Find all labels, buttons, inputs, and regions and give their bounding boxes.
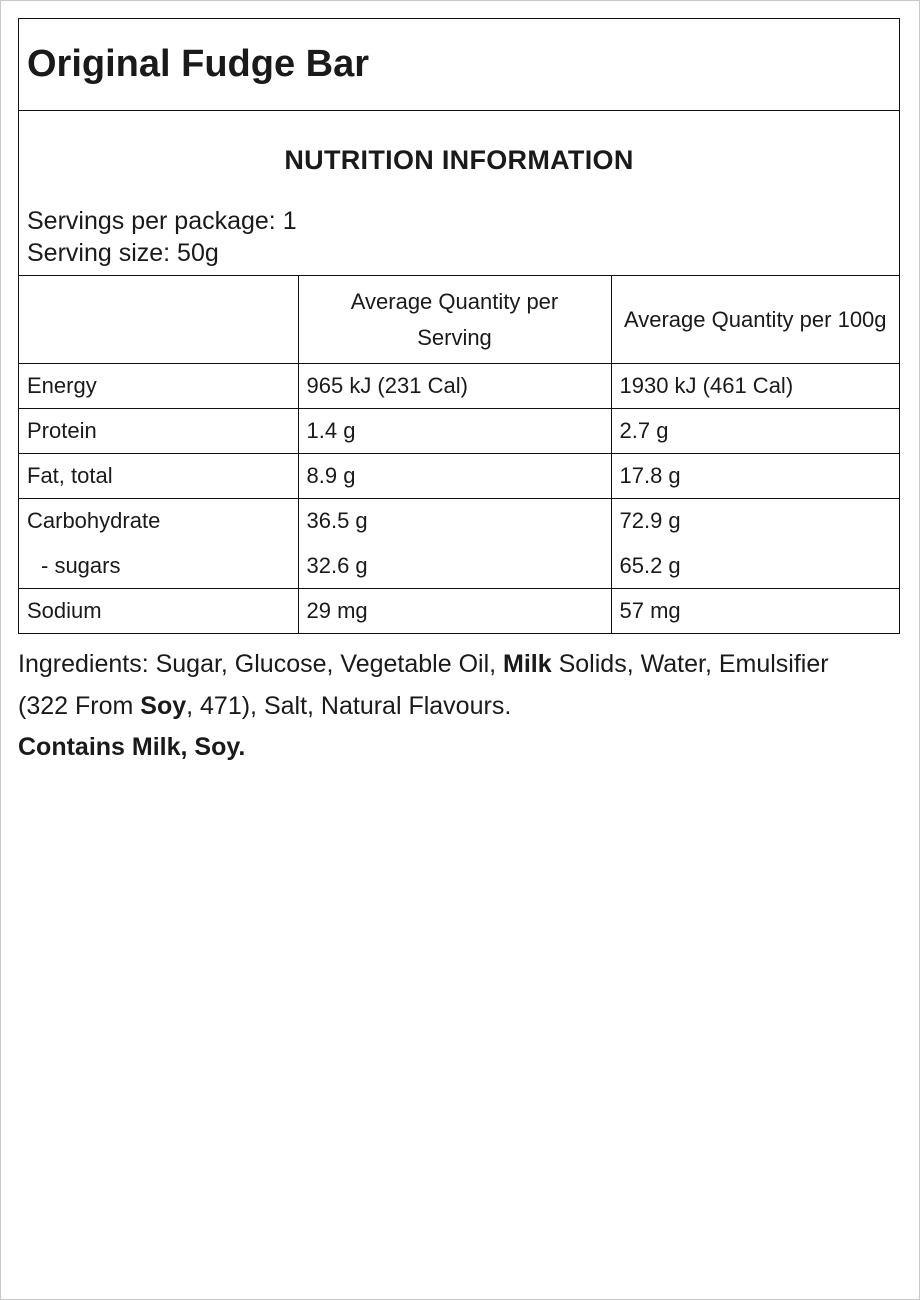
serving-size: Serving size: 50g (27, 239, 219, 267)
per-serving-value: 32.6 g (298, 543, 611, 589)
nutrient-name: - sugars (19, 543, 298, 589)
nutrient-name: Fat, total (19, 454, 298, 499)
column-header-per-100g: Average Quantity per 100g (611, 276, 899, 364)
per-serving-value: 965 kJ (231 Cal) (298, 364, 611, 409)
table-header-row (19, 276, 899, 364)
ingredients-text (18, 643, 878, 727)
per-100g-value: 1930 kJ (461 Cal) (611, 364, 899, 409)
nutrition-table (19, 276, 899, 633)
per-100g-value: 65.2 g (611, 543, 899, 589)
column-header-per-serving: Average Quantity per Serving (298, 276, 611, 364)
per-serving-value: 36.5 g (298, 499, 611, 544)
column-header-nutrient (19, 276, 298, 364)
table-row-protein (19, 409, 899, 454)
ingredients-part-2: Solids, Water, Emulsifier (322 From (18, 650, 829, 720)
nutrient-name: Sodium (19, 589, 298, 634)
nutrition-heading: NUTRITION INFORMATION (284, 145, 634, 175)
per-serving-value: 1.4 g (298, 409, 611, 454)
table-row-energy (19, 364, 899, 409)
per-100g-value: 17.8 g (611, 454, 899, 499)
allergen-milk: Milk (503, 650, 552, 678)
table-row-sugars (19, 543, 899, 589)
ingredients-part-1: Ingredients: Sugar, Glucose, Vegetable Oil, (18, 650, 504, 678)
per-100g-value: 2.7 g (611, 409, 899, 454)
nutrition-panel (18, 18, 900, 634)
table-row-sodium (19, 589, 899, 634)
title-box (19, 19, 899, 111)
per-serving-value: 29 mg (298, 589, 611, 634)
allergen-soy: Soy (140, 692, 187, 720)
nutrition-header (19, 111, 899, 276)
per-100g-value: 57 mg (619, 598, 681, 623)
servings-per-package: Servings per package: 1 (27, 207, 297, 235)
nutrient-name: Protein (19, 409, 298, 454)
per-100g-value: 72.9 g (619, 508, 681, 533)
table-row-carbohydrate (19, 499, 899, 544)
ingredients-part-3: , 471), Salt, Natural Flavours. (186, 692, 512, 720)
product-title: Original Fudge Bar (27, 43, 370, 85)
allergen-statement: Contains Milk, Soy. (18, 733, 246, 761)
per-serving-value: 8.9 g (298, 454, 611, 499)
table-row-fat (19, 454, 899, 499)
nutrient-name: Carbohydrate (19, 499, 298, 544)
nutrient-name: Energy (19, 364, 298, 409)
